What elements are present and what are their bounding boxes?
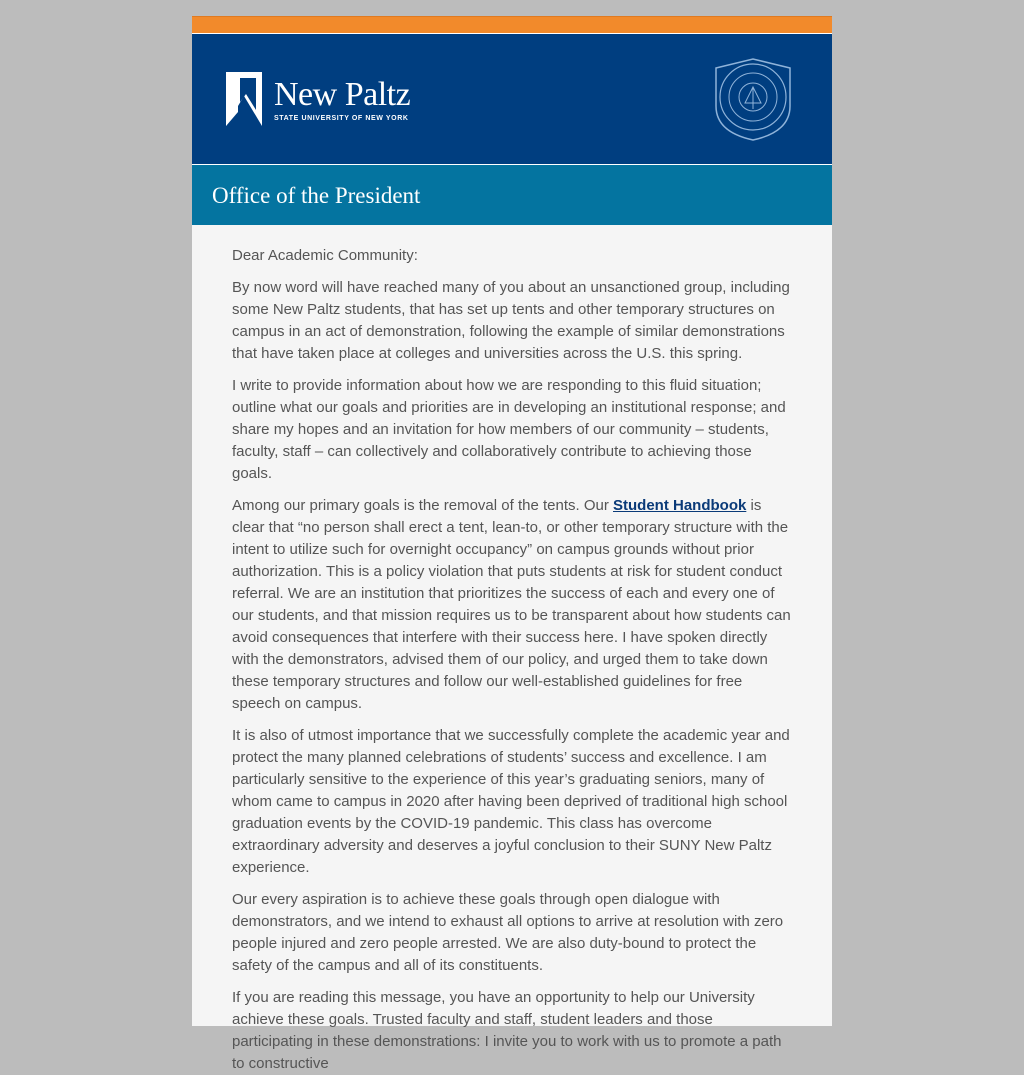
letter-paragraph-6: If you are reading this message, you have an opportunity to help our University achieve these goals. Trusted faculty and staff, student leaders and those participating in these demonstrations: I invite you to work with us to promote a path to constructive [232,989,782,1072]
new-paltz-logo[interactable] [226,72,410,126]
accent-bar [192,16,832,33]
new-paltz-logo-icon [226,72,262,126]
logo-name: New Paltz [274,76,411,113]
letter-greeting: Dear Academic Community: [232,247,418,264]
letter-paragraph-1: By now word will have reached many of you about an unsanctioned group, including some New Paltz students, that has set up tents and other temporary structures on campus in an act of demonstration, following the example of similar demonstrations that have taken place at colleges and universities across the U.S. this spring. [232,279,790,362]
logo-subtitle: STATE UNIVERSITY OF NEW YORK [274,115,409,122]
office-title: Office of the President [212,183,421,208]
paragraph-3-text-end: is clear that “no person shall erect a tent, lean-to, or other temporary structure with the intent to utilize such for overnight occupancy” on campus grounds without prior authorization. This is a policy violation that puts students at risk for student conduct referral. We are an institution that prioritizes the success of each and every one of our students, and that mission requires us to be transparent about how students can avoid consequences that interfere with their success here. I have spoken directly with the demonstrators, advised them of our policy, and urged them to take down these temporary structures and follow our well-established guidelines for free speech on campus. [232,497,791,712]
letter-paragraph-2: I write to provide information about how we are responding to this fluid situation; outline what our goals and priorities are in developing an institutional response; and share my hopes and an invitation for how members of our community – students, faculty, staff – can collectively and collaboratively contribute to achieving those goals. [232,377,786,482]
paragraph-3-text-start: Among our primary goals is the removal of the tents. Our [232,497,613,514]
letter-body [192,225,832,1075]
office-title-bar [192,165,832,225]
letter-paragraph-3 [232,495,794,715]
university-seal-icon [710,56,796,142]
email-container [192,16,832,1072]
email-header [192,33,832,165]
letter-paragraph-5: Our every aspiration is to achieve these goals through open dialogue with demonstrators, and we intend to exhaust all options to arrive at resolution with zero people injured and zero people arrested. We are also duty-bound to protect the safety of the campus and all of its constituents. [232,891,784,974]
letter-paragraph-4: It is also of utmost importance that we successfully complete the academic year and protect the many planned celebrations of students’ success and excellence. I am particularly sensitive to the experience of this year’s graduating seniors, many of whom came to campus in 2020 after having been deprived of traditional high school graduation events by the COVID-19 pandemic. This class has overcome extraordinary adversity and deserves a joyful conclusion to their SUNY New Paltz experience. [232,727,790,876]
student-handbook-link[interactable]: Student Handbook [613,497,747,514]
